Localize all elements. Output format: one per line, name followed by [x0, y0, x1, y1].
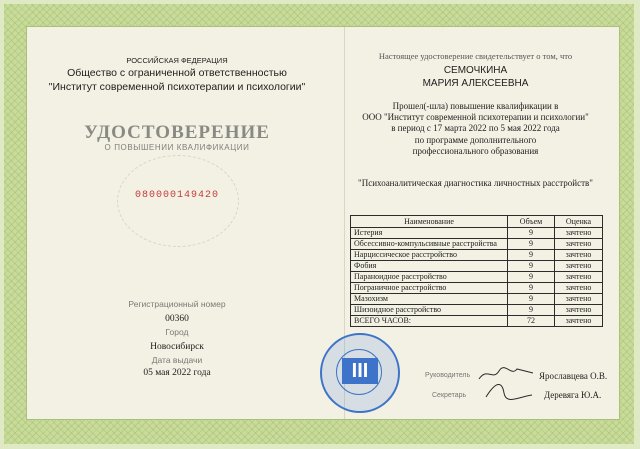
org-line-1: Общество с ограниченной ответственностью [67, 67, 287, 79]
secretary-signature-label: Секретарь [432, 392, 467, 399]
grade-cell: зачтено [555, 261, 603, 272]
grade-cell: зачтено [555, 272, 603, 283]
holder-surname: СЕМОЧКИНА [443, 65, 508, 76]
grade-cell: зачтено [555, 239, 603, 250]
body-line: по программе дополнительного [414, 135, 537, 145]
subject-name-cell: Мазохизм [351, 294, 508, 305]
seal-logo-icon: III [342, 358, 378, 384]
subjects-table-body [351, 228, 603, 327]
subject-name-cell: Обсессивно-компульсивные расстройства [351, 239, 508, 250]
registration-number: 00360 [165, 314, 189, 324]
hours-cell: 9 [508, 272, 555, 283]
table-row [351, 305, 603, 316]
table-row [351, 294, 603, 305]
table-row [351, 272, 603, 283]
body-line: ООО "Институт современной психотерапии и психологии" [362, 112, 589, 122]
head-signature-label: Руководитель [425, 372, 471, 379]
grade-cell: зачтено [555, 228, 603, 239]
serial-number: 080000149420 [134, 190, 219, 201]
hours-cell: 9 [508, 228, 555, 239]
grade-cell: зачтено [555, 283, 603, 294]
hours-cell: 9 [508, 305, 555, 316]
table-row [351, 283, 603, 294]
subject-name-cell: Параноидное расстройство [351, 272, 508, 283]
issue-date: 05 мая 2022 года [143, 368, 211, 378]
secretary-signature-icon [482, 379, 537, 401]
table-row [351, 228, 603, 239]
head-name: Ярославцева О.В. [539, 371, 608, 381]
hours-cell: 9 [508, 261, 555, 272]
country-label: РОССИЙСКАЯ ФЕДЕРАЦИЯ [126, 56, 228, 65]
table-row [351, 316, 603, 327]
subject-name-cell: Фобия [351, 261, 508, 272]
holder-given-names: МАРИЯ АЛЕКСЕЕВНА [422, 78, 529, 89]
subject-name-cell: Истерия [351, 228, 508, 239]
intro-text: Настоящее удостоверение свидетельствует о том, что [378, 51, 573, 61]
table-row [351, 239, 603, 250]
hours-cell: 72 [508, 316, 555, 327]
table-row [351, 261, 603, 272]
grade-cell: зачтено [555, 316, 603, 327]
column-header: Наименование [351, 216, 508, 228]
registration-label: Регистрационный номер [128, 299, 226, 309]
city-value: Новосибирск [150, 342, 204, 352]
table-row [351, 250, 603, 261]
org-line-2: "Институт современной психотерапии и психологии" [48, 81, 306, 93]
table-header-row [351, 216, 603, 228]
institute-seal-icon [320, 333, 400, 413]
grade-cell: зачтено [555, 250, 603, 261]
hours-cell: 9 [508, 283, 555, 294]
hours-cell: 9 [508, 250, 555, 261]
subjects-table [350, 215, 603, 327]
grade-cell: зачтено [555, 305, 603, 316]
program-title: "Психоаналитическая диагностика личностных расстройств" [358, 178, 593, 188]
city-label: Город [165, 327, 189, 337]
left-page [27, 27, 327, 419]
hours-cell: 9 [508, 239, 555, 250]
document-subtitle: О ПОВЫШЕНИИ КВАЛИФИКАЦИИ [104, 143, 250, 152]
subject-name-cell: Шизоидное расстройство [351, 305, 508, 316]
body-line: Прошел(-шла) повышение квалификации в [392, 101, 559, 111]
hours-cell: 9 [508, 294, 555, 305]
body-line: в период с 17 марта 2022 по 5 мая 2022 года [391, 123, 560, 133]
certificate-border [4, 4, 634, 444]
column-header: Объем [508, 216, 555, 228]
column-header: Оценка [555, 216, 603, 228]
subject-name-cell: ВСЕГО ЧАСОВ: [351, 316, 508, 327]
secretary-name: Деревяга Ю.А. [544, 390, 602, 400]
document-title: УДОСТОВЕРЕНИЕ [84, 122, 270, 143]
subject-name-cell: Пограничное расстройство [351, 283, 508, 294]
watermark-emblem-icon [117, 155, 239, 247]
body-line: профессионального образования [412, 146, 539, 156]
subject-name-cell: Нарциссическое расстройство [351, 250, 508, 261]
grade-cell: зачтено [555, 294, 603, 305]
issue-date-label: Дата выдачи [151, 355, 203, 365]
